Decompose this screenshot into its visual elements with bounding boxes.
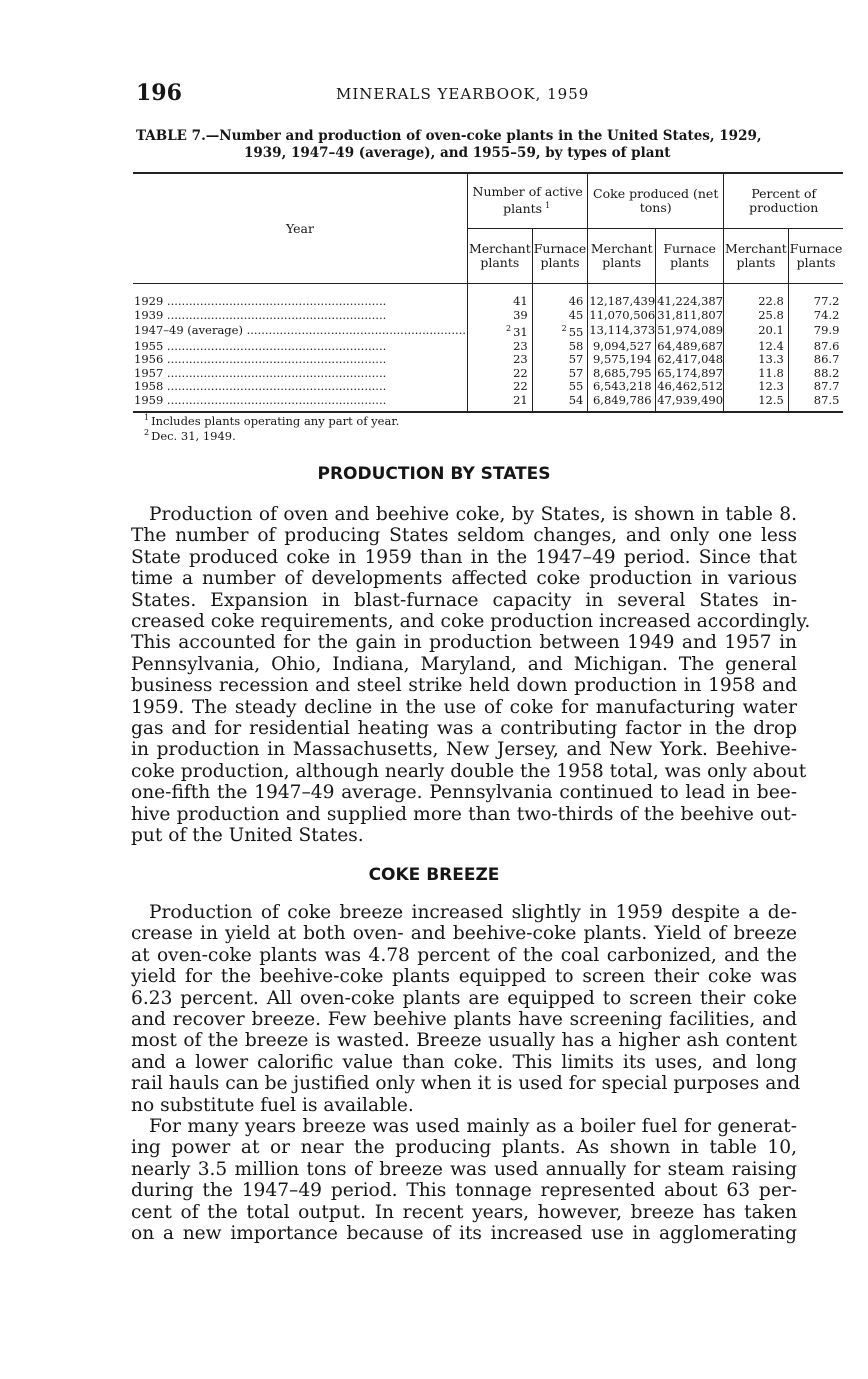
table-caption (136, 128, 804, 162)
percent-furnace-cell: 86.7 (788, 353, 843, 367)
active-furnace-cell: 57 (532, 367, 588, 381)
text-line: one-fifth the 1947–49 average. Pennsylvania continued to lead in bee- (131, 782, 797, 804)
coke-plants-table (133, 172, 843, 413)
footnote: $^1$ Includes plants operating any part of year. (144, 413, 400, 428)
header-coke-merchant: Merchant plants (588, 229, 656, 284)
paragraph-coke-breeze-2 (131, 1116, 797, 1244)
year-cell: 1929 ............................................................ (134, 294, 387, 308)
header-percent-furnace: Furnace plants (788, 229, 843, 284)
dot-leader: ............................................................ (163, 353, 387, 367)
page-number: 196 (136, 80, 182, 106)
coke-furnace-cell: 62,417,048 (657, 352, 724, 367)
text-line: The number of producing States seldom changes, and only one less (131, 525, 797, 547)
percent-furnace-cell: 87.6 (788, 340, 843, 354)
year-cell: 1947–49 (average) ............................................................ (134, 323, 466, 338)
percent-merchant-cell: 12.5 (724, 394, 789, 412)
active-furnace-cell: $^2$ 55 (532, 322, 588, 339)
active-merchant-cell: 39 (467, 309, 532, 323)
header-active-furnace: Furnace plants (532, 229, 588, 284)
text-line: Production of coke breeze increased slightly in 1959 despite a de- (149, 902, 797, 923)
year-cell: 1959 ............................................................ (133, 394, 467, 412)
percent-furnace-cell: 74.2 (788, 309, 843, 323)
percent-furnace-cell: 87.7 (788, 380, 843, 394)
year-cell: 1939 ............................................................ (134, 308, 387, 322)
table-footnotes (144, 412, 399, 443)
percent-merchant-cell: 25.8 (724, 309, 789, 323)
header-coke-furnace: Furnace plants (656, 229, 724, 284)
text-line: gas and for residential heating was a contributing factor in the drop (131, 718, 797, 740)
table-row (133, 284, 843, 309)
text-line: For many years breeze was used mainly as a boiler fuel for generat- (149, 1116, 797, 1137)
header-active-plants-label: Number of active plants (472, 184, 583, 217)
header-percent: Percent of production (724, 173, 844, 229)
active-furnace-cell: 55 (532, 380, 588, 394)
coke-merchant-cell: 13,114,373 (588, 322, 656, 339)
text-line: no substitute fuel is available. (131, 1094, 414, 1116)
text-line: nearly 3.5 million tons of breeze was used annually for steam raising (131, 1158, 797, 1180)
header-active-merchant: Merchant plants (467, 229, 532, 284)
percent-merchant-cell: 20.1 (724, 322, 789, 339)
header-percent-merchant: Merchant plants (724, 229, 789, 284)
text-line: crease in yield at both oven- and beehive-coke plants. Yield of breeze (131, 923, 797, 945)
year-cell: 1958 ............................................................ (134, 380, 387, 394)
header-coke-produced: Coke produced (net tons) (588, 173, 724, 229)
coke-merchant-cell: 12,187,439 (588, 284, 656, 309)
text-line: put of the United States. (131, 825, 364, 847)
table-row (133, 367, 843, 381)
table-row (133, 380, 843, 394)
text-line: hive production and supplied more than two-thirds of the beehive out- (131, 803, 797, 825)
text-line: States. Expansion in blast-furnace capacity in several States in- (131, 589, 797, 611)
coke-merchant-cell: 9,575,194 (588, 353, 656, 367)
year-cell: 1956 ............................................................ (134, 353, 387, 367)
text-line: at oven-coke plants was 4.78 percent of the coal carbonized, and the (131, 944, 797, 966)
header-active-plants (467, 173, 587, 229)
percent-furnace-cell: 79.9 (788, 322, 843, 339)
coke-merchant-cell: 8,685,795 (588, 367, 656, 381)
table-caption-line-2: 1939, 1947–49 (average), and 1955–59, by types of plant (244, 145, 671, 161)
text-line: on a new importance because of its increased use in agglomerating (131, 1223, 797, 1245)
header-year: Year (133, 173, 467, 284)
coke-merchant-cell: 6,543,218 (588, 380, 656, 394)
active-furnace-cell: 45 (532, 309, 588, 323)
text-line: cent of the total output. In recent years, however, breeze has taken (131, 1201, 797, 1223)
percent-merchant-cell: 12.4 (724, 340, 789, 354)
text-line: yield for the beehive-coke plants equipped to screen their coke was (131, 966, 797, 988)
text-line: rail hauls can be justified only when it is used for special purposes and (131, 1073, 801, 1095)
text-line: and recover breeze. Few beehive plants have screening facilities, and (131, 1009, 797, 1031)
active-furnace-cell: 58 (532, 340, 588, 354)
text-line: State produced coke in 1959 than in the 1947–49 period. Since that (131, 546, 797, 568)
coke-furnace-cell: 31,811,807 (657, 307, 724, 322)
active-furnace-cell: 54 (532, 394, 588, 412)
table-row (133, 309, 843, 323)
text-line: and a lower calorific value than coke. This limits its uses, and long (131, 1051, 797, 1073)
percent-merchant-cell: 12.3 (724, 380, 789, 394)
page-header (136, 80, 796, 110)
year-cell: 1957 ............................................................ (134, 366, 387, 380)
text-line: time a number of developments affected coke production in various (131, 568, 797, 590)
year-cell: 1955 ............................................................ (134, 339, 387, 353)
footnote-marker: 1 (545, 201, 551, 211)
text-line: business recession and steel strike held down production in 1958 and (131, 675, 797, 697)
paragraph-production-by-states (131, 504, 811, 847)
percent-merchant-cell: 22.8 (724, 284, 789, 309)
coke-merchant-cell: 9,094,527 (588, 340, 656, 354)
active-furnace-cell: 46 (532, 284, 588, 309)
percent-furnace-cell: 88.2 (788, 367, 843, 381)
dot-leader: ............................................................ (163, 366, 387, 380)
active-merchant-cell: 22 (467, 380, 532, 394)
coke-merchant-cell: 11,070,506 (589, 307, 656, 322)
dot-leader: ............................................................ (163, 308, 387, 322)
footnote: $^2$ Dec. 31, 1949. (144, 428, 236, 444)
coke-furnace-cell: 51,974,089 (656, 322, 724, 339)
running-title: MINERALS YEARBOOK, 1959 (336, 85, 590, 103)
active-merchant-cell: 22 (467, 367, 532, 381)
table-caption-line-1: TABLE 7.—Number and production of oven-coke plants in the United States, 1929, (136, 128, 762, 144)
text-line: ing power at or near the producing plants. As shown in table 10, (131, 1137, 797, 1159)
coke-furnace-cell: 46,462,512 (657, 379, 724, 394)
text-line: coke production, although nearly double the 1958 total, was only about (131, 760, 807, 782)
section-heading-production-by-states: PRODUCTION BY STATES (317, 464, 551, 484)
text-line: in production in Massachusetts, New Jersey, and New York. Beehive- (131, 739, 797, 761)
active-merchant-cell: 23 (467, 353, 532, 367)
active-furnace-cell: 57 (532, 353, 588, 367)
percent-furnace-cell: 77.2 (788, 284, 843, 309)
text-line: most of the breeze is wasted. Breeze usually has a higher ash content (131, 1030, 797, 1052)
footnote-marker: 2 (561, 324, 567, 334)
active-merchant-cell: 21 (467, 394, 532, 412)
section-heading-coke-breeze: COKE BREEZE (368, 865, 500, 885)
text-line: 6.23 percent. All oven-coke plants are equipped to screen their coke (131, 987, 797, 1009)
table-row (133, 322, 843, 339)
coke-merchant-cell: 6,849,786 (588, 394, 656, 412)
text-line: creased coke requirements, and coke production increased accordingly. (131, 611, 811, 633)
text-line: Production of oven and beehive coke, by States, is shown in table 8. (149, 504, 797, 525)
table-row (133, 340, 843, 354)
coke-furnace-cell: 65,174,897 (657, 365, 724, 380)
text-line: Pennsylvania, Ohio, Indiana, Maryland, and Michigan. The general (131, 653, 797, 675)
table-row (133, 394, 843, 412)
text-line: This accounted for the gain in production between 1949 and 1957 in (131, 632, 797, 654)
text-line: 1959. The steady decline in the use of coke for manufacturing water (131, 696, 797, 718)
coke-furnace-cell: 41,224,387 (656, 284, 724, 309)
table-row (133, 353, 843, 367)
percent-furnace-cell: 87.5 (788, 394, 843, 412)
dot-leader: ............................................................ (163, 339, 387, 353)
dot-leader: ............................................................ (163, 380, 387, 394)
active-merchant-cell: $^2$ 31 (467, 322, 532, 339)
text-line: during the 1947–49 period. This tonnage represented about 63 per- (131, 1180, 797, 1202)
active-merchant-cell: 41 (467, 284, 532, 309)
paragraph-coke-breeze-1 (131, 902, 801, 1116)
percent-merchant-cell: 13.3 (724, 353, 789, 367)
coke-furnace-cell: 47,939,490 (656, 394, 724, 412)
active-merchant-cell: 23 (467, 340, 532, 354)
dot-leader: ............................................................ (242, 323, 466, 338)
coke-furnace-cell: 64,489,687 (657, 338, 724, 353)
footnote-marker: 2 (505, 324, 512, 334)
percent-merchant-cell: 11.8 (724, 367, 789, 381)
dot-leader: ............................................................ (163, 294, 387, 308)
dot-leader: ............................................................ (163, 393, 387, 407)
